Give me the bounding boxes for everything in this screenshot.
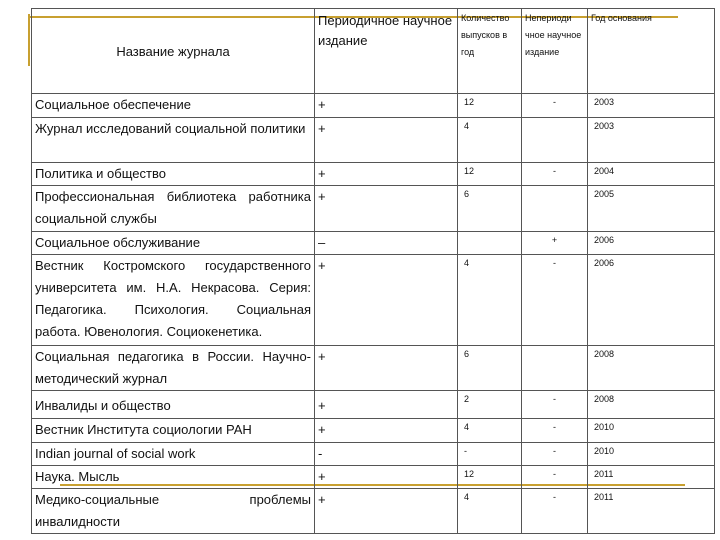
periodic-mark: + [315,346,458,391]
journal-name: Наука. Мысль [32,466,315,489]
founded-year: 2008 [588,391,715,419]
founded-year: 2010 [588,419,715,443]
founded-year: 2006 [588,232,715,255]
periodic-mark: + [315,255,458,346]
periodic-mark: + [315,489,458,534]
nonperiodic-mark: - [522,443,588,466]
founded-year: 2010 [588,443,715,466]
founded-year: 2003 [588,118,715,163]
issues-per-year: 2 [458,391,522,419]
table-header-row [32,9,715,94]
journal-name: Вестник Костромского государственного университета им. Н.А. Некрасова. Серия: Педагогика. Психология. Социальная работа. Ювенология. Социокенетика. [32,255,315,346]
header-issues-per-year: Количество выпусков в год [458,9,522,94]
journal-name: Социальная педагогика в России. Научно-методический журнал [32,346,315,391]
issues-per-year: 6 [458,186,522,232]
issues-per-year: 12 [458,163,522,186]
founded-year: 2011 [588,466,715,489]
header-founded-year: Год основания [588,9,715,94]
table-row [32,391,715,419]
table-row [32,255,715,346]
nonperiodic-mark: - [522,489,588,534]
periodic-mark: + [315,163,458,186]
table-row [32,346,715,391]
periodic-mark: + [315,118,458,163]
periodic-mark: + [315,466,458,489]
header-journal-name: Название журнала [32,9,315,94]
table-row [32,94,715,118]
founded-year: 2005 [588,186,715,232]
periodic-mark: - [315,443,458,466]
table-row [32,186,715,232]
nonperiodic-mark: + [522,232,588,255]
founded-year: 2006 [588,255,715,346]
periodic-mark: – [315,232,458,255]
journal-name: Журнал исследований социальной политики [32,118,315,163]
journal-name: Социальное обеспечение [32,94,315,118]
journal-name: Политика и общество [32,163,315,186]
nonperiodic-mark: - [522,419,588,443]
founded-year: 2003 [588,94,715,118]
founded-year: 2008 [588,346,715,391]
table-row [32,232,715,255]
header-nonperiodic: Непериоди чное научное издание [522,9,588,94]
table-row [32,443,715,466]
nonperiodic-mark: - [522,94,588,118]
journal-name: Indian journal of social work [32,443,315,466]
periodic-mark: + [315,391,458,419]
table-row [32,419,715,443]
issues-per-year: 12 [458,94,522,118]
issues-per-year: 4 [458,489,522,534]
periodic-mark: + [315,419,458,443]
periodic-mark: + [315,94,458,118]
issues-per-year [458,232,522,255]
founded-year: 2011 [588,489,715,534]
nonperiodic-mark: - [522,466,588,489]
issues-per-year: 6 [458,346,522,391]
periodic-mark: + [315,186,458,232]
table-row [32,466,715,489]
nonperiodic-mark: - [522,163,588,186]
nonperiodic-mark [522,186,588,232]
journals-table [31,8,715,534]
header-periodic: Периодичное научное издание [315,9,458,94]
nonperiodic-mark: - [522,255,588,346]
nonperiodic-mark [522,118,588,163]
table-row [32,163,715,186]
nonperiodic-mark: - [522,391,588,419]
left-accent-line [28,14,30,66]
journal-name: Инвалиды и общество [32,391,315,419]
journal-name: Профессиональная библиотека работника социальной службы [32,186,315,232]
issues-per-year: 4 [458,419,522,443]
journal-name: Социальное обслуживание [32,232,315,255]
founded-year: 2004 [588,163,715,186]
journal-name: Вестник Института социологии РАН [32,419,315,443]
issues-per-year: 12 [458,466,522,489]
issues-per-year: 4 [458,255,522,346]
journal-name: Медико-социальные проблемы инвалидности [32,489,315,534]
table-row [32,489,715,534]
issues-per-year: - [458,443,522,466]
issues-per-year: 4 [458,118,522,163]
table-row [32,118,715,163]
nonperiodic-mark [522,346,588,391]
